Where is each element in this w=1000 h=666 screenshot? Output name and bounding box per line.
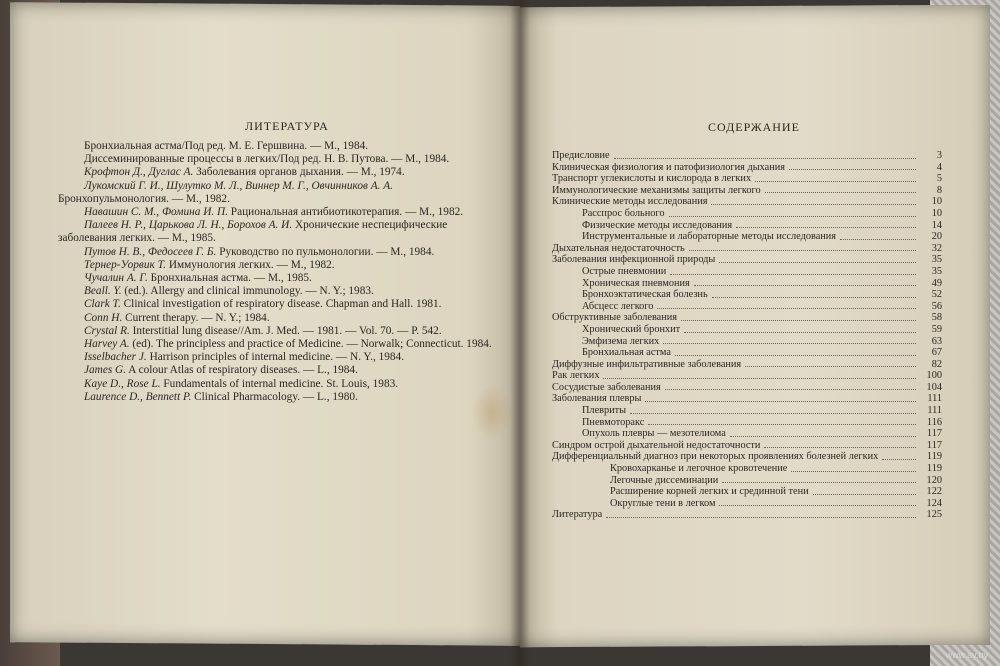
- reference-text: Руководство по пульмонологии. — М., 1984.: [216, 245, 435, 258]
- toc-entry-title: Дифференциальный диагноз при некоторых проявлениях болезней легких: [552, 451, 879, 463]
- reference-author: Путов Н. В., Федосеев Г. Б.: [84, 245, 217, 258]
- reference-author: Laurence D., Bennett P.: [84, 390, 192, 403]
- toc-page-number: 10: [931, 196, 942, 208]
- toc-entry: [552, 266, 942, 278]
- reference-text: Рациональная антибиотикотерапия. — М., 1982.: [227, 206, 464, 219]
- reference-text: Harrison principles of internal medicine. — N. Y., 1984.: [146, 351, 405, 364]
- toc-entry-title: Инструментальные и лабораторные методы исследования: [582, 231, 837, 243]
- toc-entry-title: Бронхиальная астма: [582, 347, 671, 359]
- toc-page-number: 67: [931, 347, 942, 359]
- toc-page-number: 117: [926, 439, 942, 451]
- reference-author: Kaye D., Rose L.: [84, 377, 161, 390]
- dot-leader: [745, 366, 916, 367]
- dot-leader: [719, 262, 916, 263]
- toc-page-number: 117: [926, 428, 942, 440]
- dot-leader: [813, 494, 916, 495]
- toc-entry-title: Клинические методы исследования: [552, 196, 708, 208]
- toc-entry: [552, 509, 942, 521]
- toc-entry: [552, 173, 942, 185]
- toc-entry: [552, 254, 942, 266]
- toc-entry: [552, 417, 942, 429]
- toc-entry-title: Опухоль плевры — мезотелиома: [582, 428, 726, 440]
- toc-entry: [552, 347, 942, 359]
- reference-text: Бронхиальная астма. — М., 1985.: [147, 272, 312, 285]
- toc-entry-title: Кровохарканье и легочное кровотечение: [610, 463, 788, 475]
- dot-leader: [614, 158, 916, 159]
- dot-leader: [712, 297, 916, 298]
- contents-heading: СОДЕРЖАНИЕ: [708, 120, 800, 134]
- dot-leader: [840, 239, 916, 240]
- toc-page-number: 35: [931, 265, 942, 277]
- toc-entry: [552, 336, 942, 348]
- reference-item: [58, 219, 498, 245]
- toc-entry: [552, 359, 942, 371]
- toc-page-number: 14: [931, 219, 942, 231]
- dot-leader: [657, 308, 916, 309]
- reference-item: [58, 285, 498, 298]
- toc-entry: [552, 498, 942, 510]
- reference-text: Заболевания органов дыхания. — М., 1974.: [193, 166, 405, 179]
- toc-entry: [552, 393, 942, 405]
- dot-leader: [663, 343, 916, 344]
- toc-page-number: 100: [926, 370, 942, 382]
- reference-text: Clinical investigation of respiratory disease. Chapman and Hall. 1981.: [120, 298, 442, 311]
- dot-leader: [736, 227, 916, 228]
- toc-entry-title: Легочные диссеминации: [610, 474, 719, 486]
- toc-entry: [552, 301, 942, 313]
- dot-leader: [689, 250, 916, 251]
- reference-item: [58, 180, 498, 206]
- toc-entry-title: Бронхоэктатическая болезнь: [582, 289, 708, 301]
- dot-leader: [665, 389, 916, 390]
- toc-entry-title: Предисловие: [552, 150, 610, 161]
- reference-author: Крофтон Д., Дуглас А.: [84, 166, 194, 179]
- toc-entry-title: Заболевания инфекционной природы: [552, 254, 716, 266]
- toc-page-number: 20: [931, 231, 942, 243]
- reference-text: Бронхопульмонология. — М., 1982.: [58, 192, 230, 205]
- reference-text: Interstitial lung disease//Am. J. Med. — 1981. — Vol. 70. — P. 542.: [129, 324, 442, 337]
- toc-page-number: 125: [926, 509, 942, 521]
- toc-page-number: 56: [931, 300, 942, 312]
- toc-entry-title: Клиническая физиология и патофизиология дыхания: [552, 161, 785, 173]
- toc-entry: [552, 278, 942, 290]
- toc-entry-title: Расширение корней легких и срединной тени: [610, 486, 809, 498]
- book-gutter: [510, 0, 530, 666]
- dot-leader: [711, 204, 916, 205]
- toc-page-number: 52: [931, 289, 942, 301]
- toc-entry: [552, 486, 942, 498]
- toc-entry-title: Эмфизема легких: [582, 335, 660, 347]
- reference-item: [58, 272, 498, 285]
- reference-list: [58, 140, 498, 404]
- toc-entry: [552, 231, 942, 243]
- dot-leader: [684, 332, 916, 333]
- reference-text: Бронхиальная астма/Под ред. М. Е. Гершвина. — М., 1984.: [84, 140, 369, 152]
- toc-entry: [552, 243, 942, 255]
- toc-entry: [552, 150, 942, 162]
- toc-entry: [552, 289, 942, 301]
- toc-entry-title: Транспорт углекислоты и кислорода в легких: [552, 173, 752, 185]
- dot-leader: [765, 192, 916, 193]
- reference-author: Beall. Y.: [84, 285, 122, 298]
- reference-text: Иммунология легких. — М., 1982.: [166, 258, 335, 271]
- toc-entry: [552, 382, 942, 394]
- reference-text: Clinical Pharmacology. — L., 1980.: [191, 390, 358, 403]
- toc-page-number: 58: [931, 312, 942, 324]
- reference-text: Хронические неспецифические заболевания легких. — М., 1985.: [58, 219, 448, 245]
- toc-entry-title: Хронический бронхит: [582, 323, 681, 335]
- toc-entry: [552, 312, 942, 324]
- reference-item: [58, 246, 498, 259]
- reference-author: Лукомский Г. И., Шулутко М. Л., Виннер М. Г., Овчинников А. А.: [84, 179, 393, 192]
- toc-page-number: 32: [931, 242, 942, 254]
- toc-page-number: 124: [926, 497, 942, 509]
- toc-entry: [552, 196, 942, 208]
- reference-text: (ed). The principless and practice of Medicine. — Norwalk; Connecticut. 1984.: [129, 338, 492, 351]
- toc-entry: [552, 475, 942, 487]
- toc-page-number: 116: [926, 416, 942, 428]
- toc-page-number: 10: [931, 207, 942, 219]
- reference-item: [58, 140, 498, 153]
- dot-leader: [670, 274, 916, 275]
- toc-entry: [552, 162, 942, 174]
- toc-entry-title: Рак легких: [552, 370, 600, 382]
- dot-leader: [719, 505, 916, 506]
- reference-author: Навашин С. М., Фомина И. П.: [84, 206, 228, 219]
- toc-entry-title: Пневмоторакс: [582, 416, 645, 428]
- reference-author: Harvey A.: [84, 338, 130, 351]
- reference-item: [58, 312, 498, 325]
- dot-leader: [882, 459, 916, 460]
- toc-entry: [552, 185, 942, 197]
- toc-entry-title: Литература: [552, 509, 603, 521]
- toc-page-number: 5: [936, 173, 942, 185]
- reference-author: Conn H.: [84, 311, 123, 324]
- dot-leader: [603, 378, 916, 379]
- reference-author: Чучалин А. Г.: [84, 272, 148, 285]
- reference-item: [58, 325, 498, 338]
- toc-entry-title: Абсцесс легкого: [582, 300, 654, 312]
- toc-entry-title: Физические методы исследования: [582, 219, 733, 231]
- reference-author: Crystal R.: [84, 324, 130, 337]
- reference-text: Fundamentals of internal medicine. St. Louis, 1983.: [160, 377, 399, 390]
- toc-page-number: 63: [931, 335, 942, 347]
- toc-page-number: 3: [936, 150, 942, 161]
- toc-entry: [552, 324, 942, 336]
- reference-item: [58, 351, 498, 364]
- toc-page-number: 111: [927, 393, 942, 405]
- reference-item: [58, 166, 498, 179]
- toc-entry: [552, 220, 942, 232]
- dot-leader: [730, 436, 916, 437]
- dot-leader: [675, 355, 916, 356]
- dot-leader: [722, 482, 916, 483]
- reference-item: [58, 364, 498, 377]
- toc-page-number: 49: [931, 277, 942, 289]
- dot-leader: [606, 517, 916, 518]
- reference-item: [58, 206, 498, 219]
- reference-author: Clark T.: [84, 298, 121, 311]
- toc-page-number: 119: [926, 463, 942, 475]
- toc-page-number: 111: [927, 405, 942, 417]
- table-of-contents: [552, 150, 942, 521]
- toc-entry-title: Дыхательная недостаточность: [552, 242, 685, 254]
- toc-entry: [552, 405, 942, 417]
- toc-page-number: 4: [936, 161, 942, 173]
- watermark: www.ay.by: [945, 650, 988, 660]
- toc-entry-title: Округлые тени в легком: [610, 497, 716, 509]
- literature-heading: ЛИТЕРАТУРА: [245, 119, 329, 133]
- reference-author: James G.: [84, 364, 127, 377]
- toc-entry-title: Синдром острой дыхательной недостаточности: [552, 439, 761, 451]
- reference-text: (ed.). Allergy and clinical immunology. — N. Y.; 1983.: [121, 285, 374, 298]
- reference-author: Тернер-Уорвик Т.: [84, 258, 166, 271]
- dot-leader: [648, 424, 916, 425]
- toc-entry-title: Расспрос больного: [582, 207, 665, 219]
- dot-leader: [791, 471, 916, 472]
- reference-item: [58, 378, 498, 391]
- dot-leader: [630, 413, 916, 414]
- dot-leader: [694, 285, 916, 286]
- dot-leader: [789, 169, 916, 170]
- toc-entry-title: Диффузные инфильтративные заболевания: [552, 358, 742, 370]
- dot-leader: [669, 216, 916, 217]
- toc-entry: [552, 428, 942, 440]
- toc-page-number: 119: [926, 451, 942, 463]
- toc-entry-title: Заболевания плевры: [552, 393, 642, 405]
- toc-page-number: 8: [936, 184, 942, 196]
- toc-page-number: 35: [931, 254, 942, 266]
- toc-entry: [552, 451, 942, 463]
- dot-leader: [681, 320, 916, 321]
- reference-item: [58, 298, 498, 311]
- toc-page-number: 122: [926, 486, 942, 498]
- reference-item: [58, 259, 498, 272]
- dot-leader: [755, 181, 916, 182]
- dot-leader: [764, 447, 916, 448]
- reference-author: Палеев Н. Р., Царькова Л. Н., Борохов А. И.: [84, 219, 293, 232]
- reference-item: [58, 153, 498, 166]
- dot-leader: [645, 401, 916, 402]
- toc-entry-title: Плевриты: [582, 405, 627, 417]
- toc-entry-title: Острые пневмонии: [582, 265, 667, 277]
- toc-entry-title: Сосудистые заболевания: [552, 381, 661, 393]
- toc-page-number: 104: [926, 381, 942, 393]
- toc-page-number: 82: [931, 358, 942, 370]
- reference-item: [58, 338, 498, 351]
- toc-entry-title: Иммунологические механизмы защиты легкого: [552, 184, 761, 196]
- toc-page-number: 59: [931, 323, 942, 335]
- reference-text: A colour Atlas of respiratory diseases. — L., 1984.: [126, 364, 358, 377]
- toc-entry: [552, 463, 942, 475]
- reference-author: Isselbacher J.: [84, 351, 147, 364]
- toc-entry: [552, 208, 942, 220]
- reference-text: Current therapy. — N. Y.; 1984.: [122, 311, 270, 324]
- toc-entry-title: Обструктивные заболевания: [552, 312, 677, 324]
- toc-page-number: 120: [926, 474, 942, 486]
- toc-entry-title: Хроническая пневмония: [582, 277, 690, 289]
- reference-text: Диссеминированные процессы в легких/Под ред. Н. В. Путова. — М., 1984.: [84, 153, 450, 166]
- toc-entry: [552, 440, 942, 452]
- reference-item: [58, 391, 498, 404]
- toc-entry: [552, 370, 942, 382]
